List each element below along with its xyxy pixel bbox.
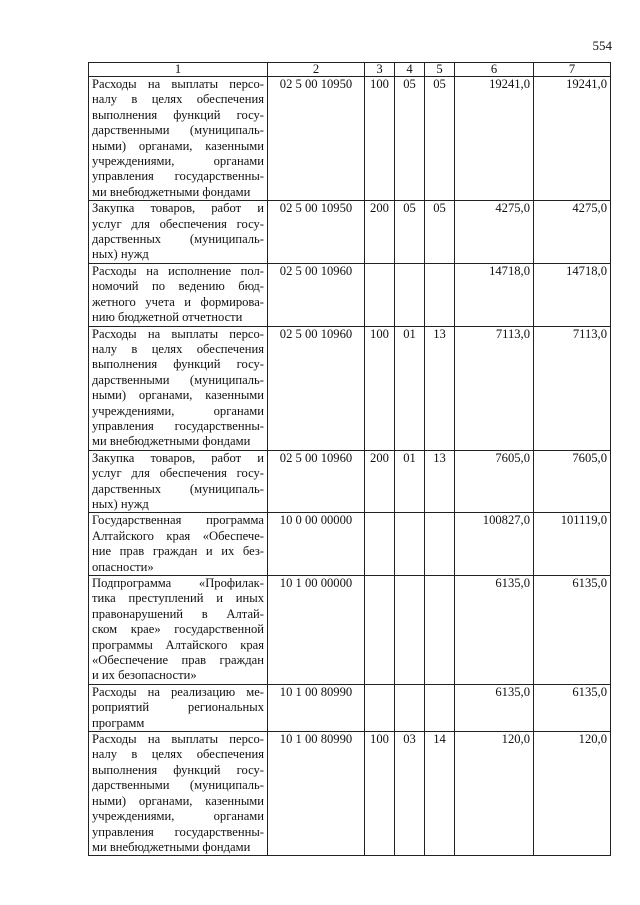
subsection-cell <box>425 684 455 731</box>
expense-type-cell <box>365 576 395 685</box>
table-row <box>89 450 611 513</box>
amount-year1-cell: 120,0 <box>455 732 534 856</box>
expense-name-line: Закупка товаров, работ и <box>92 450 264 465</box>
table-row <box>89 201 611 264</box>
section-cell: 05 <box>395 77 425 201</box>
expense-name-line: выполнения функций госу- <box>92 107 264 122</box>
expense-name-line: дарственными (муниципаль- <box>92 778 264 793</box>
expense-name-cell <box>89 77 268 201</box>
section-cell <box>395 513 425 576</box>
table-row <box>89 77 611 201</box>
target-code-cell: 02 5 00 10960 <box>268 450 365 513</box>
amount-year2-cell: 14718,0 <box>534 263 611 326</box>
expense-type-cell <box>365 513 395 576</box>
expense-type-cell: 100 <box>365 732 395 856</box>
expense-name-line: управления государственны- <box>92 418 264 433</box>
expense-name-line: ных) нужд <box>92 496 149 511</box>
expense-type-cell: 200 <box>365 450 395 513</box>
expense-name-line: дарственными (муниципаль- <box>92 372 264 387</box>
target-code-cell: 10 1 00 80990 <box>268 732 365 856</box>
budget-table <box>88 62 611 856</box>
expense-name-line: тика преступлений и иных <box>92 591 264 606</box>
subsection-cell: 13 <box>425 326 455 450</box>
expense-name-line: «Обеспечение прав граждан <box>92 653 264 668</box>
target-code-cell: 10 1 00 00000 <box>268 576 365 685</box>
subsection-cell <box>425 263 455 326</box>
expense-type-cell <box>365 263 395 326</box>
expense-name-cell <box>89 684 268 731</box>
amount-year1-cell: 14718,0 <box>455 263 534 326</box>
section-cell <box>395 576 425 685</box>
expense-type-cell: 200 <box>365 201 395 264</box>
amount-year2-cell: 4275,0 <box>534 201 611 264</box>
expense-name-line: ных) нужд <box>92 247 149 262</box>
amount-year1-cell: 7113,0 <box>455 326 534 450</box>
section-cell <box>395 263 425 326</box>
expense-name-line: правонарушений в Алтай- <box>92 606 264 621</box>
expense-name-line: Расходы на выплаты персо- <box>92 732 264 747</box>
amount-year2-cell: 7605,0 <box>534 450 611 513</box>
expense-name-line: программ <box>92 715 145 730</box>
expense-name-line: налу в целях обеспечения <box>92 341 264 356</box>
subsection-cell <box>425 576 455 685</box>
section-cell <box>395 684 425 731</box>
table-row <box>89 513 611 576</box>
expense-name-line: программы Алтайского края <box>92 637 264 652</box>
column-header: 3 <box>365 63 395 77</box>
column-header: 5 <box>425 63 455 77</box>
subsection-cell <box>425 513 455 576</box>
column-header: 4 <box>395 63 425 77</box>
amount-year1-cell: 7605,0 <box>455 450 534 513</box>
table-body <box>89 77 611 856</box>
column-header: 6 <box>455 63 534 77</box>
target-code-cell: 02 5 00 10950 <box>268 201 365 264</box>
expense-name-line: услуг для обеспечения госу- <box>92 216 264 231</box>
section-cell: 01 <box>395 450 425 513</box>
expense-name-line: номочий по ведению бюд- <box>92 279 264 294</box>
amount-year1-cell: 4275,0 <box>455 201 534 264</box>
column-header: 2 <box>268 63 365 77</box>
column-header: 7 <box>534 63 611 77</box>
amount-year2-cell: 6135,0 <box>534 684 611 731</box>
amount-year1-cell: 19241,0 <box>455 77 534 201</box>
expense-name-line: ными) органами, казенными <box>92 388 264 403</box>
expense-name-line: ми внебюджетными фондами <box>92 434 251 449</box>
subsection-cell: 05 <box>425 201 455 264</box>
expense-name-cell <box>89 450 268 513</box>
expense-name-line: налу в целях обеспечения <box>92 92 264 107</box>
expense-name-cell <box>89 263 268 326</box>
expense-name-line: опасности» <box>92 559 154 574</box>
expense-name-line: ском крае» государственной <box>92 622 264 637</box>
subsection-cell: 05 <box>425 77 455 201</box>
expense-name-line: учреждениями, органами <box>92 154 264 169</box>
expense-name-line: Расходы на реализацию ме- <box>92 684 264 699</box>
table-row <box>89 684 611 731</box>
section-cell: 03 <box>395 732 425 856</box>
target-code-cell: 02 5 00 10950 <box>268 77 365 201</box>
expense-name-line: ными) органами, казенными <box>92 793 264 808</box>
expense-type-cell: 100 <box>365 77 395 201</box>
target-code-cell: 10 1 00 80990 <box>268 684 365 731</box>
expense-name-line: Алтайского края «Обеспече- <box>92 528 264 543</box>
expense-name-cell <box>89 576 268 685</box>
page-number: 554 <box>592 38 612 53</box>
expense-name-line: учреждениями, органами <box>92 809 264 824</box>
expense-name-line: Расходы на выплаты персо- <box>92 326 264 341</box>
expense-name-cell <box>89 326 268 450</box>
expense-name-cell <box>89 732 268 856</box>
expense-name-line: жетного учета и формирова- <box>92 294 264 309</box>
expense-name-line: роприятий региональных <box>92 700 264 715</box>
expense-name-line: выполнения функций госу- <box>92 762 264 777</box>
expense-name-line: налу в целях обеспечения <box>92 747 264 762</box>
expense-name-line: услуг для обеспечения госу- <box>92 466 264 481</box>
amount-year1-cell: 100827,0 <box>455 513 534 576</box>
target-code-cell: 10 0 00 00000 <box>268 513 365 576</box>
expense-name-line: дарственными (муниципаль- <box>92 123 264 138</box>
expense-name-cell <box>89 513 268 576</box>
expense-name-line: управления государственны- <box>92 824 264 839</box>
expense-name-line: дарственных (муниципаль- <box>92 232 264 247</box>
expense-name-line: ми внебюджетными фондами <box>92 839 251 854</box>
expense-name-line: ние прав граждан и их без- <box>92 544 264 559</box>
amount-year2-cell: 120,0 <box>534 732 611 856</box>
subsection-cell: 13 <box>425 450 455 513</box>
amount-year1-cell: 6135,0 <box>455 684 534 731</box>
expense-name-line: Государственная программа <box>92 513 264 528</box>
expense-name-line: и их безопасности» <box>92 668 197 683</box>
target-code-cell: 02 5 00 10960 <box>268 326 365 450</box>
column-header: 1 <box>89 63 268 77</box>
expense-name-line: нию бюджетной отчетности <box>92 310 243 325</box>
expense-name-cell <box>89 201 268 264</box>
expense-name-line: Расходы на исполнение пол- <box>92 263 264 278</box>
subsection-cell: 14 <box>425 732 455 856</box>
amount-year1-cell: 6135,0 <box>455 576 534 685</box>
expense-type-cell: 100 <box>365 326 395 450</box>
expense-name-line: Закупка товаров, работ и <box>92 201 264 216</box>
expense-name-line: дарственных (муниципаль- <box>92 481 264 496</box>
amount-year2-cell: 101119,0 <box>534 513 611 576</box>
expense-name-line: Подпрограмма «Профилак- <box>92 576 264 590</box>
expense-name-line: Расходы на выплаты персо- <box>92 77 264 91</box>
table-row <box>89 326 611 450</box>
table-row <box>89 263 611 326</box>
section-cell: 01 <box>395 326 425 450</box>
target-code-cell: 02 5 00 10960 <box>268 263 365 326</box>
expense-name-line: выполнения функций госу- <box>92 357 264 372</box>
table-row <box>89 732 611 856</box>
header-row <box>89 63 611 77</box>
amount-year2-cell: 19241,0 <box>534 77 611 201</box>
expense-name-line: ми внебюджетными фондами <box>92 184 251 199</box>
expense-name-line: ными) органами, казенными <box>92 138 264 153</box>
section-cell: 05 <box>395 201 425 264</box>
expense-name-line: управления государственны- <box>92 169 264 184</box>
expense-name-line: учреждениями, органами <box>92 403 264 418</box>
table-row <box>89 576 611 685</box>
amount-year2-cell: 7113,0 <box>534 326 611 450</box>
amount-year2-cell: 6135,0 <box>534 576 611 685</box>
expense-type-cell <box>365 684 395 731</box>
